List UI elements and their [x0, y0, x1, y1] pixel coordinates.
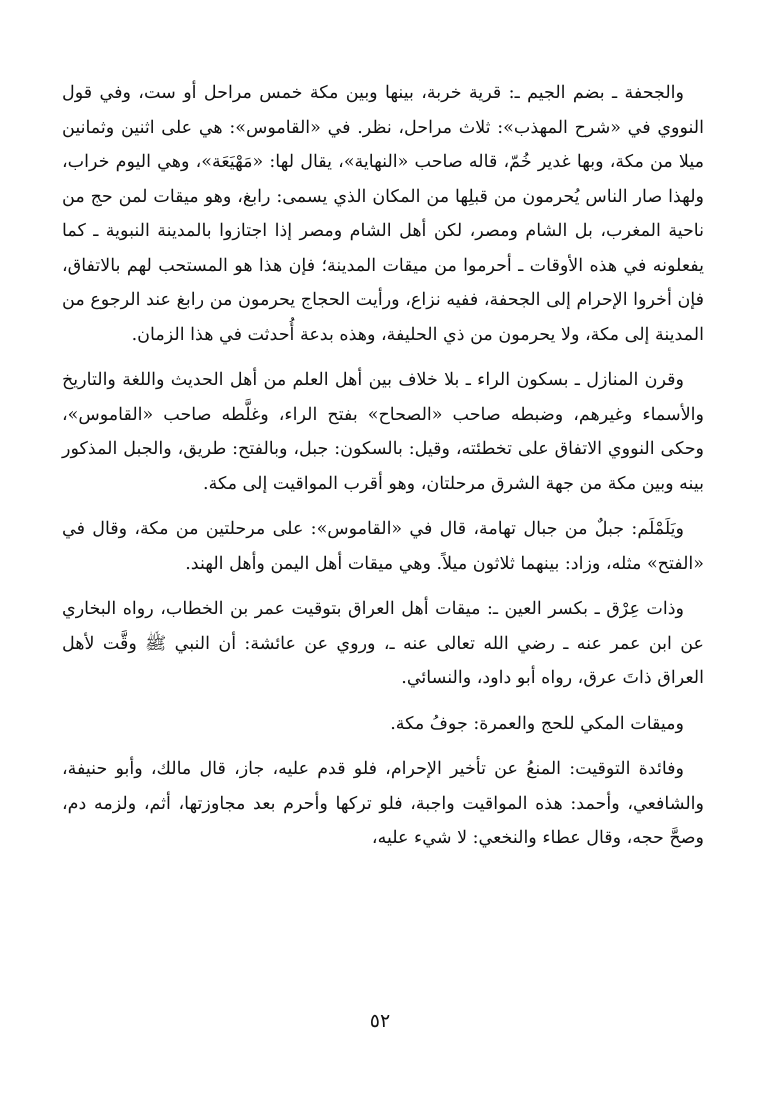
page-body — [62, 76, 704, 867]
page-number: ٥٢ — [369, 1010, 391, 1032]
paragraph-juhfa: والجحفة ـ بضم الجيم ـ: قرية خربة، بينها وبين مكة خمس مراحل أو ست، وفي قول النووي في «شرح المهذب»: ثلاث مراحل، نظر. في «القاموس»: هي على اثنين وثمانين ميلا من مكة، وبها غدير خُمّ، قاله صاحب «النهاية»، يقال لها: «مَهْيَعَة»، وهي اليوم خراب، ولهذا صار الناس يُحرمون من قبلِها من المكان الذي يسمى: رابغ، وهو ميقات لمن حج من ناحية المغرب، بل الشام ومصر، لكن أهل الشام ومصر إذا اجتازوا بالمدينة النبوية ـ كما يفعلونه في هذه الأوقات ـ أحرموا من ميقات المدينة؛ فإن هذا هو المستحب لهم بالاتفاق، فإن أخروا الإحرام إلى الجحفة، ففيه نزاع، ورأيت الحجاج يحرمون من رابغ عند الرجوع من المدينة إلى مكة، ولا يحرمون من ذي الحليفة، وهذه بدعة أُحدثت في هذا الزمان. — [62, 83, 704, 345]
paragraph-qarn-al-manazil: وقرن المنازل ـ بسكون الراء ـ بلا خلاف بين أهل العلم من أهل الحديث واللغة والتاريخ والأسماء وغيرهم، وضبطه صاحب «الصحاح» بفتح الراء، وغلَّطه صاحب «القاموس»، وحكى النووي الاتفاق على تخطئته، وقيل: بالسكون: جبل، وبالفتح: طريق، والجبل المذكور بينه وبين مكة من جهة الشرق مرحلتان، وهو أقرب المواقيت إلى مكة. — [62, 370, 704, 494]
paragraph-benefit-of-timing: وفائدة التوقيت: المنعُ عن تأخير الإحرام، فلو قدم عليه، جاز، قال مالك، وأبو حنيفة، والشافعي، وأحمد: هذه المواقيت واجبة، فلو تركها وأحرم بعد مجاوزتها، أثم، ولزمه دم، وصحَّ حجه، وقال عطاء والنخعي: لا شيء عليه، — [62, 759, 704, 848]
paragraph-meccan-miqat: وميقات المكي للحج والعمرة: جوفُ مكة. — [390, 713, 684, 734]
paragraph-yalamlam: ويَلَمْلَم: جبلٌ من جبال تهامة، قال في «القاموس»: على مرحلتين من مكة، وقال في «الفتح» مثله، وزاد: بينهما ثلاثون ميلاً. وهي ميقات أهل اليمن وأهل الهند. — [62, 519, 704, 574]
paragraph-dhat-irq: وذات عِرْق ـ بكسر العين ـ: ميقات أهل العراق بتوقيت عمر بن الخطاب، رواه البخاري عن ابن عمر عنه ـ رضي الله تعالى عنه ـ، وروي عن عائشة: أن النبي ﷺ وقَّت لأهل العراق ذاتَ عرق، رواه أبو داود، والنسائي. — [62, 599, 704, 688]
